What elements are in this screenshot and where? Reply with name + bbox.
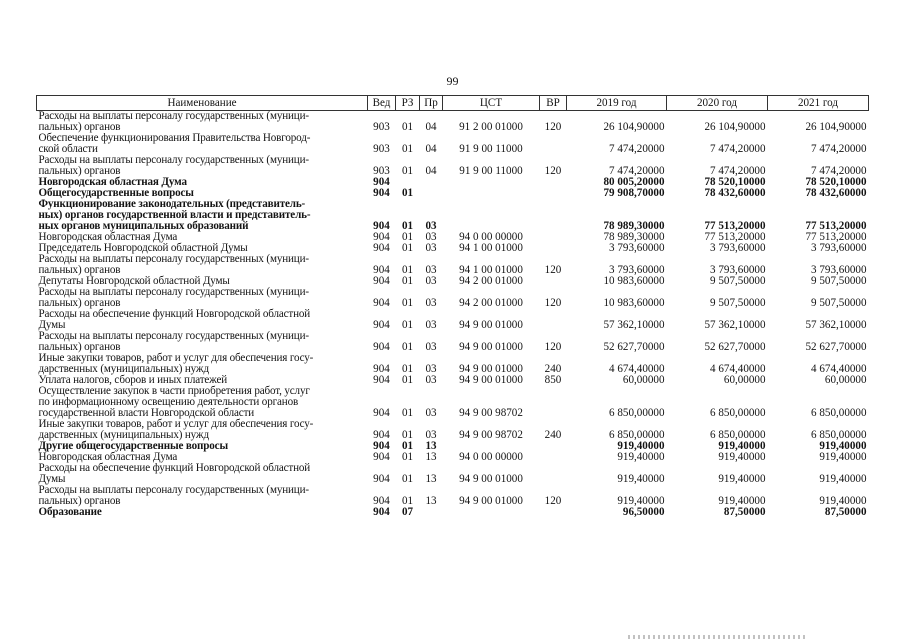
cell-ved: 904 — [373, 374, 390, 386]
cell-name: Иные закупки товаров, работ и услуг для обеспечения госу- дарственных (муниципальных) нужд — [38, 352, 314, 375]
cell-name: Осуществление закупок в части приобретения работ, услуг по информационному освещению деятельности органов государственной власти Новгородской области — [38, 385, 310, 419]
header-rz: РЗ — [396, 96, 420, 111]
cell-name: Новгородская областная Дума — [38, 451, 178, 463]
cell-2020: 26 104,90000 — [704, 121, 766, 133]
cell-vr — [540, 507, 567, 518]
cell-name: Общегосударственные вопросы — [38, 187, 194, 199]
cell-pr: 03 — [425, 341, 437, 353]
cell-2020: 78 432,60000 — [704, 187, 766, 199]
cell-vr — [540, 309, 567, 331]
cell-vr: 850 — [544, 374, 562, 386]
cell-name: Новгородская областная Дума — [38, 231, 178, 243]
cell-rz: 01 — [401, 440, 414, 452]
cell-cst: 94 9 00 01000 — [459, 374, 523, 386]
cell-cst: 94 9 00 98702 — [459, 407, 523, 419]
cell-cst — [443, 188, 540, 199]
table-row — [37, 353, 869, 375]
cell-cst: 94 2 00 01000 — [459, 275, 523, 287]
cell-2020: 7 474,20000 — [710, 143, 766, 155]
cell-name: Расходы на выплаты персоналу государственных (муници- пальных) органов — [38, 330, 309, 353]
cell-2019: 26 104,90000 — [603, 121, 665, 133]
cell-2019: 10 983,60000 — [603, 297, 665, 309]
cell-ved: 904 — [373, 407, 390, 419]
cell-vr — [540, 188, 567, 199]
cell-vr — [540, 276, 567, 287]
cell-2019: 52 627,70000 — [603, 341, 665, 353]
cell-2020: 52 627,70000 — [704, 341, 766, 353]
cell-2020: 919,40000 — [718, 473, 766, 485]
cell-2019: 919,40000 — [617, 495, 665, 507]
cell-2021: 919,40000 — [819, 440, 867, 452]
cell-2020: 3 793,60000 — [710, 264, 766, 276]
cell-rz: 01 — [401, 187, 414, 199]
cell-pr: 04 — [425, 143, 437, 155]
cell-ved: 904 — [373, 275, 390, 287]
cell-rz: 01 — [401, 121, 414, 133]
cell-cst — [443, 177, 540, 188]
cell-cst: 94 0 00 00000 — [459, 451, 523, 463]
cell-2019: 60,00000 — [622, 374, 665, 386]
cell-ved: 904 — [373, 242, 390, 254]
cell-2020: 9 507,50000 — [710, 297, 766, 309]
cell-name: Другие общегосударственные вопросы — [38, 440, 228, 452]
cell-ved: 904 — [373, 440, 390, 452]
cell-ved: 904 — [373, 495, 390, 507]
table-row — [37, 309, 869, 331]
cell-cst: 91 9 00 11000 — [459, 143, 523, 155]
cell-name: Депутаты Новгородской областной Думы — [38, 275, 230, 287]
cell-2019: 919,40000 — [617, 473, 665, 485]
cell-vr — [540, 386, 567, 419]
cell-ved: 904 — [373, 176, 390, 188]
cell-name: Председатель Новгородской областной Думы — [38, 242, 248, 254]
cell-pr: 03 — [425, 319, 437, 331]
cell-rz: 01 — [401, 242, 414, 254]
cell-name: Расходы на выплаты персоналу государственных (муници- пальных) органов — [38, 253, 309, 276]
cell-2019: 78 989,30000 — [603, 220, 665, 232]
cell-vr — [540, 243, 567, 254]
table-row — [37, 254, 869, 276]
cell-ved: 904 — [373, 264, 390, 276]
cell-2020: 77 513,20000 — [704, 220, 766, 232]
cell-name: Функционирование законодательных (представитель- ных) органов государственной власти и представитель- ных органов муниципальных образований — [38, 198, 311, 232]
cell-cst: 94 1 00 01000 — [459, 264, 523, 276]
cell-2019: 4 674,40000 — [609, 363, 665, 375]
cell-2019: 3 793,60000 — [609, 242, 665, 254]
cell-rz: 01 — [401, 264, 414, 276]
cell-cst: 94 9 00 01000 — [459, 495, 523, 507]
cell-rz: 01 — [401, 165, 414, 177]
cell-vr: 120 — [544, 341, 562, 353]
cell-pr: 04 — [425, 121, 437, 133]
table-row — [37, 507, 869, 518]
budget-table — [36, 95, 869, 518]
cell-vr: 240 — [544, 429, 562, 441]
cell-cst: 91 9 00 11000 — [459, 165, 523, 177]
cell-rz: 01 — [401, 297, 414, 309]
cell-rz: 01 — [401, 231, 414, 243]
cell-rz: 01 — [401, 473, 414, 485]
cell-2021: 919,40000 — [819, 473, 867, 485]
cell-vr — [540, 199, 567, 232]
cell-2020: 3 793,60000 — [710, 242, 766, 254]
cell-ved: 903 — [373, 165, 390, 177]
cell-2020: 919,40000 — [718, 440, 766, 452]
table-row — [37, 386, 869, 419]
header-name: Наименование — [37, 96, 368, 111]
cell-pr — [420, 507, 443, 518]
cell-name: Расходы на выплаты персоналу государственных (муници- пальных) органов — [38, 154, 309, 177]
cell-pr: 13 — [425, 473, 437, 485]
header-vr: ВР — [540, 96, 567, 111]
cell-name: Расходы на обеспечение функций Новгородской областной Думы — [38, 462, 311, 485]
cell-pr: 13 — [425, 440, 437, 452]
cell-2020: 919,40000 — [718, 451, 766, 463]
cell-pr: 03 — [425, 264, 437, 276]
cell-rz: 01 — [401, 429, 414, 441]
header-2020: 2020 год — [667, 96, 768, 111]
cell-2020: 57 362,10000 — [704, 319, 766, 331]
cell-vr — [540, 463, 567, 485]
table-row — [37, 133, 869, 155]
cell-2019: 7 474,20000 — [609, 143, 665, 155]
cell-name: Расходы на обеспечение функций Новгородской областной Думы — [38, 308, 311, 331]
table-row — [37, 111, 869, 134]
cell-2019: 96,50000 — [622, 506, 665, 518]
cell-vr — [540, 232, 567, 243]
cell-2020: 6 850,00000 — [710, 429, 766, 441]
header-2019: 2019 год — [567, 96, 667, 111]
cell-2021: 78 520,10000 — [805, 176, 867, 188]
table-row — [37, 485, 869, 507]
cell-rz: 01 — [401, 407, 414, 419]
cell-rz: 01 — [401, 451, 414, 463]
cell-2020: 77 513,20000 — [704, 231, 766, 243]
header-cst: ЦСТ — [443, 96, 540, 111]
cell-2020: 919,40000 — [718, 495, 766, 507]
cell-cst: 91 2 00 01000 — [459, 121, 523, 133]
cell-2019: 78 989,30000 — [603, 231, 665, 243]
cell-name: Образование — [38, 506, 102, 518]
cell-2021: 919,40000 — [819, 451, 867, 463]
cell-2020: 6 850,00000 — [710, 407, 766, 419]
cell-name: Иные закупки товаров, работ и услуг для обеспечения госу- дарственных (муниципальных) нужд — [38, 418, 314, 441]
cell-pr: 03 — [425, 220, 437, 232]
cell-ved: 904 — [373, 473, 390, 485]
cell-pr: 04 — [425, 165, 437, 177]
cell-cst: 94 9 00 98702 — [459, 429, 523, 441]
cell-rz: 01 — [401, 374, 414, 386]
cell-pr: 13 — [425, 495, 437, 507]
cell-2019: 57 362,10000 — [603, 319, 665, 331]
table-row — [37, 419, 869, 441]
cell-cst — [443, 507, 540, 518]
table-row — [37, 331, 869, 353]
cell-2021: 26 104,90000 — [805, 121, 867, 133]
cell-2021: 9 507,50000 — [811, 275, 867, 287]
cell-2019: 3 793,60000 — [609, 264, 665, 276]
cell-ved: 904 — [373, 319, 390, 331]
cell-2020: 87,50000 — [723, 506, 766, 518]
cell-ved: 904 — [373, 363, 390, 375]
cell-name: Расходы на выплаты персоналу государственных (муници- пальных) органов — [38, 110, 309, 133]
cell-2021: 78 432,60000 — [805, 187, 867, 199]
cell-pr — [420, 188, 443, 199]
cell-vr — [540, 177, 567, 188]
cell-ved: 903 — [373, 121, 390, 133]
cell-rz: 01 — [401, 220, 414, 232]
cell-ved: 903 — [373, 143, 390, 155]
cell-2019: 919,40000 — [617, 451, 665, 463]
cell-rz: 01 — [401, 495, 414, 507]
cell-vr: 120 — [544, 121, 562, 133]
cell-2021: 919,40000 — [819, 495, 867, 507]
cell-2021: 7 474,20000 — [811, 165, 867, 177]
scan-artifact — [628, 635, 808, 639]
cell-2019: 79 908,70000 — [603, 187, 665, 199]
cell-2020: 60,00000 — [723, 374, 766, 386]
cell-pr — [420, 177, 443, 188]
cell-pr: 03 — [425, 231, 437, 243]
table-row — [37, 287, 869, 309]
cell-ved: 904 — [373, 429, 390, 441]
cell-rz: 01 — [401, 275, 414, 287]
cell-2021: 57 362,10000 — [805, 319, 867, 331]
cell-2019: 919,40000 — [617, 440, 665, 452]
cell-2021: 7 474,20000 — [811, 143, 867, 155]
cell-pr: 03 — [425, 374, 437, 386]
cell-cst: 94 0 00 00000 — [459, 231, 523, 243]
cell-ved: 904 — [373, 220, 390, 232]
cell-2021: 6 850,00000 — [811, 407, 867, 419]
cell-rz: 01 — [401, 341, 414, 353]
cell-pr: 03 — [425, 275, 437, 287]
cell-2021: 3 793,60000 — [811, 242, 867, 254]
cell-vr: 120 — [544, 165, 562, 177]
cell-2019: 10 983,60000 — [603, 275, 665, 287]
cell-name: Новгородская областная Дума — [38, 176, 187, 188]
cell-pr: 13 — [425, 451, 437, 463]
cell-2021: 77 513,20000 — [805, 231, 867, 243]
cell-vr — [540, 452, 567, 463]
cell-2020: 78 520,10000 — [704, 176, 766, 188]
cell-2021: 77 513,20000 — [805, 220, 867, 232]
cell-2020: 4 674,40000 — [710, 363, 766, 375]
cell-2021: 6 850,00000 — [811, 429, 867, 441]
cell-rz: 01 — [401, 363, 414, 375]
cell-cst — [443, 199, 540, 232]
cell-pr: 03 — [425, 242, 437, 254]
cell-2019: 6 850,00000 — [609, 407, 665, 419]
cell-cst: 94 9 00 01000 — [459, 341, 523, 353]
cell-vr: 120 — [544, 495, 562, 507]
table-body — [37, 111, 869, 519]
cell-cst: 94 2 00 01000 — [459, 297, 523, 309]
cell-2021: 4 674,40000 — [811, 363, 867, 375]
header-pr: Пр — [420, 96, 443, 111]
cell-vr — [540, 133, 567, 155]
cell-2020: 9 507,50000 — [710, 275, 766, 287]
cell-vr: 120 — [544, 264, 562, 276]
cell-2021: 3 793,60000 — [811, 264, 867, 276]
cell-vr: 120 — [544, 297, 562, 309]
cell-pr: 03 — [425, 407, 437, 419]
cell-2019: 7 474,20000 — [609, 165, 665, 177]
cell-cst: 94 1 00 01000 — [459, 242, 523, 254]
cell-name: Расходы на выплаты персоналу государственных (муници- пальных) органов — [38, 286, 309, 309]
cell-rz: 01 — [401, 319, 414, 331]
cell-ved: 904 — [373, 451, 390, 463]
cell-pr: 03 — [425, 363, 437, 375]
cell-vr — [540, 441, 567, 452]
cell-rz: 07 — [401, 506, 414, 518]
cell-2020: 7 474,20000 — [710, 165, 766, 177]
cell-cst: 94 9 00 01000 — [459, 319, 523, 331]
table-row — [37, 155, 869, 177]
header-ved: Вед — [368, 96, 396, 111]
cell-name: Расходы на выплаты персоналу государственных (муници- пальных) органов — [38, 484, 309, 507]
cell-2021: 60,00000 — [824, 374, 867, 386]
cell-name: Уплата налогов, сборов и иных платежей — [38, 374, 228, 386]
cell-ved: 904 — [373, 341, 390, 353]
table-row — [37, 199, 869, 232]
cell-ved: 904 — [373, 187, 390, 199]
cell-vr: 240 — [544, 363, 562, 375]
page-number: 99 — [446, 74, 459, 88]
cell-name: Обеспечение функционирования Правительства Новгород- ской области — [38, 132, 311, 155]
cell-2021: 9 507,50000 — [811, 297, 867, 309]
cell-rz: 01 — [401, 143, 414, 155]
cell-2019: 6 850,00000 — [609, 429, 665, 441]
cell-2021: 87,50000 — [824, 506, 867, 518]
cell-ved: 904 — [373, 506, 390, 518]
table-row — [37, 463, 869, 485]
cell-2019: 80 005,20000 — [603, 176, 665, 188]
cell-cst: 94 9 00 01000 — [459, 363, 523, 375]
cell-pr: 03 — [425, 297, 437, 309]
cell-ved: 904 — [373, 297, 390, 309]
header-2021: 2021 год — [768, 96, 869, 111]
cell-pr: 03 — [425, 429, 437, 441]
cell-2021: 52 627,70000 — [805, 341, 867, 353]
table-header-row — [37, 96, 869, 111]
cell-ved: 904 — [373, 231, 390, 243]
cell-cst: 94 9 00 01000 — [459, 473, 523, 485]
